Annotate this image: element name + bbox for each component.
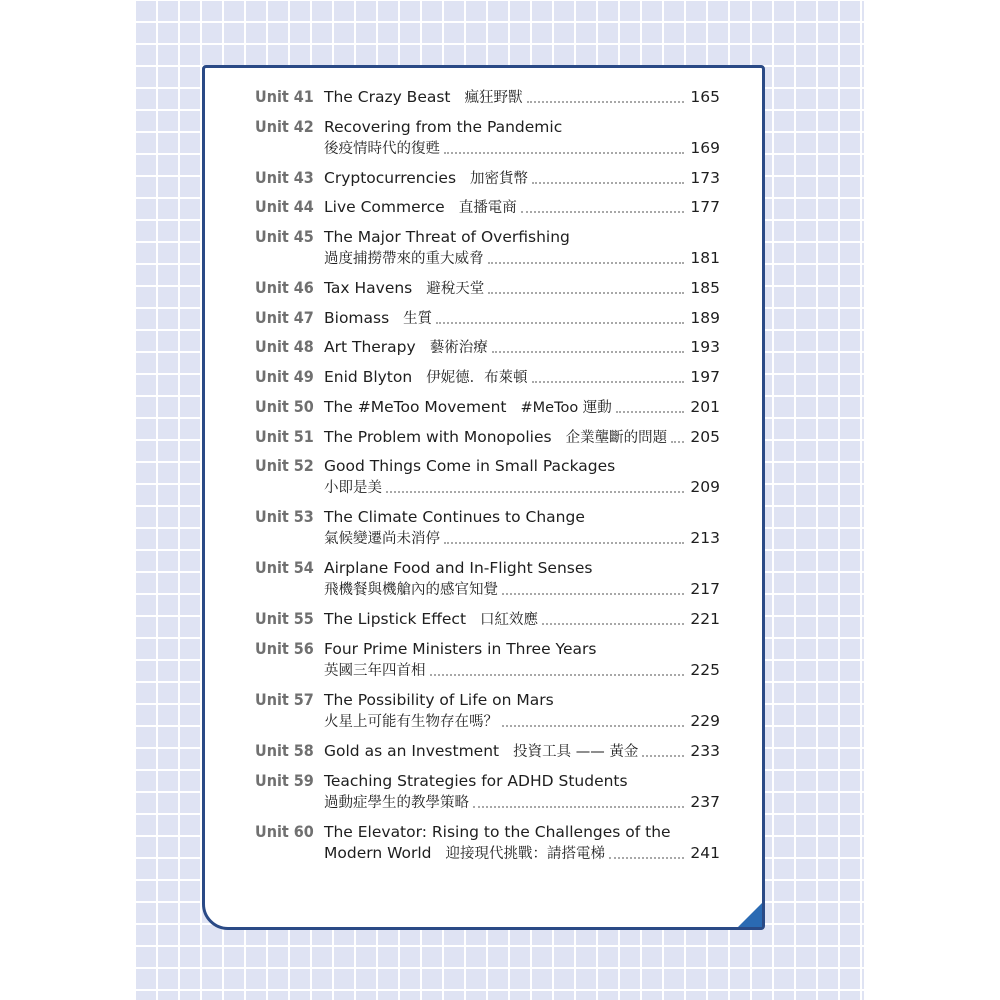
toc-entry	[255, 455, 720, 506]
toc-entry	[255, 226, 720, 277]
dot-leader	[527, 97, 685, 103]
dot-leader	[430, 670, 685, 676]
title-zh: 直播電商	[458, 200, 517, 217]
title-zh: 生質	[403, 310, 433, 327]
title-en: The Elevator: Rising to the Challenges of the	[324, 822, 671, 841]
unit-label: Unit 57	[255, 689, 314, 709]
dot-leader	[488, 288, 684, 294]
dot-leader	[542, 619, 684, 625]
page-number: 221	[690, 610, 720, 629]
title-en: The Major Threat of Overfishing	[324, 228, 570, 247]
dot-leader	[444, 538, 684, 544]
toc-entry	[255, 86, 720, 116]
page-number: 209	[690, 478, 720, 497]
page-number: 181	[690, 249, 720, 268]
title-en: Biomass	[324, 308, 390, 327]
title-en: The Climate Continues to Change	[324, 508, 585, 527]
dot-leader	[492, 347, 685, 353]
title-zh: 企業壟斷的問題	[565, 429, 668, 446]
page-number: 213	[690, 529, 720, 548]
dot-leader	[436, 318, 684, 324]
unit-label: Unit 41	[255, 87, 314, 106]
dot-leader	[671, 437, 684, 443]
toc-entry	[255, 396, 720, 426]
page-number: 197	[690, 368, 720, 387]
page-number: 241	[690, 843, 720, 862]
toc-entry	[255, 689, 720, 740]
table-of-contents	[255, 86, 720, 872]
title-zh: #MeToo 運動	[520, 399, 612, 416]
title-en: The Possibility of Life on Mars	[324, 690, 554, 709]
dot-leader	[642, 751, 684, 757]
toc-entry	[255, 770, 720, 821]
title-zh: 過動症學生的教學策略	[324, 794, 469, 811]
unit-label: Unit 43	[255, 167, 314, 187]
dot-leader	[488, 258, 685, 264]
page-number: 233	[690, 741, 720, 760]
title-en: Enid Blyton	[324, 368, 413, 387]
page-number: 177	[690, 198, 720, 217]
title-en: Teaching Strategies for ADHD Students	[324, 771, 628, 790]
dot-leader	[532, 178, 684, 184]
title-en: The Problem with Monopolies	[324, 427, 552, 446]
page-number: 201	[690, 397, 720, 416]
title-en: Gold as an Investment	[324, 741, 500, 760]
title-zh: 加密貨幣	[470, 170, 529, 187]
unit-label: Unit 47	[255, 307, 314, 327]
title-en: The Lipstick Effect	[324, 610, 467, 629]
page-number: 217	[690, 580, 720, 599]
page-number: 237	[690, 792, 720, 811]
title-zh: 迎接現代挑戰：請搭電梯	[445, 845, 606, 862]
title-zh: 火星上可能有生物存在嗎？	[324, 713, 498, 730]
dot-leader	[616, 407, 685, 413]
page-number: 189	[690, 308, 720, 327]
dot-leader	[473, 802, 684, 808]
page-corner-triangle	[738, 903, 762, 927]
title-zh: 口紅效應	[480, 612, 539, 629]
title-en-continued: Modern World	[324, 843, 432, 862]
title-en: Art Therapy	[324, 338, 416, 357]
dot-leader	[444, 148, 684, 154]
unit-label: Unit 44	[255, 197, 314, 217]
dot-leader	[521, 207, 685, 213]
title-zh: 飛機餐與機艙內的感官知覺	[324, 582, 498, 599]
page-number: 193	[690, 338, 720, 357]
unit-label: Unit 46	[255, 278, 314, 298]
toc-entry	[255, 167, 720, 197]
dot-leader	[609, 853, 684, 859]
toc-entry	[255, 336, 720, 366]
title-zh: 投資工具 —— 黃金	[513, 743, 639, 760]
dot-leader	[502, 589, 684, 595]
unit-label: Unit 42	[255, 116, 314, 136]
toc-entry	[255, 506, 720, 557]
dot-leader	[502, 721, 684, 727]
unit-label: Unit 49	[255, 367, 314, 387]
toc-entry	[255, 277, 720, 307]
toc-entry	[255, 426, 720, 456]
title-en: The Crazy Beast	[324, 88, 451, 106]
title-zh: 後疫情時代的復甦	[324, 140, 440, 157]
page-number: 229	[690, 711, 720, 730]
toc-entry	[255, 366, 720, 396]
title-zh: 英國三年四首相	[324, 662, 426, 679]
title-zh: 過度捕撈帶來的重大威脅	[324, 251, 484, 268]
toc-entry	[255, 608, 720, 638]
title-en: Tax Havens	[324, 279, 413, 298]
toc-entry	[255, 196, 720, 226]
page-number: 205	[690, 427, 720, 446]
dot-leader	[532, 377, 685, 383]
dot-leader	[386, 487, 684, 493]
title-zh: 氣候變遷尚未消停	[324, 531, 440, 548]
title-en: The #MeToo Movement	[324, 397, 507, 416]
page-number: 185	[690, 279, 720, 298]
unit-label: Unit 55	[255, 609, 314, 629]
unit-label: Unit 45	[255, 227, 314, 247]
page-number: 169	[690, 138, 720, 157]
title-en: Cryptocurrencies	[324, 168, 457, 187]
title-zh: 避稅天堂	[426, 281, 485, 298]
title-zh: 藝術治療	[429, 340, 488, 357]
title-zh: 伊妮德．布萊頓	[426, 370, 528, 387]
unit-label: Unit 54	[255, 558, 314, 578]
unit-label: Unit 51	[255, 426, 314, 446]
toc-entry	[255, 740, 720, 770]
unit-label: Unit 53	[255, 507, 314, 527]
unit-label: Unit 52	[255, 456, 314, 476]
unit-label: Unit 50	[255, 396, 314, 416]
toc-entry	[255, 307, 720, 337]
page-number: 165	[690, 88, 720, 106]
toc-entry	[255, 821, 720, 872]
title-zh: 小即是美	[324, 480, 382, 497]
unit-label: Unit 58	[255, 740, 314, 760]
title-en: Airplane Food and In-Flight Senses	[324, 559, 593, 578]
page-number: 225	[690, 660, 720, 679]
unit-label: Unit 59	[255, 770, 314, 790]
unit-label: Unit 48	[255, 337, 314, 357]
unit-label: Unit 56	[255, 638, 314, 658]
title-zh: 瘋狂野獸	[464, 90, 523, 106]
title-en: Four Prime Ministers in Three Years	[324, 639, 597, 658]
unit-label: Unit 60	[255, 821, 314, 841]
toc-entry	[255, 638, 720, 689]
title-en: Live Commerce	[324, 198, 445, 217]
title-en: Good Things Come in Small Packages	[324, 457, 616, 476]
title-en: Recovering from the Pandemic	[324, 117, 563, 136]
toc-entry	[255, 116, 720, 167]
toc-entry	[255, 557, 720, 608]
page-number: 173	[690, 168, 720, 187]
